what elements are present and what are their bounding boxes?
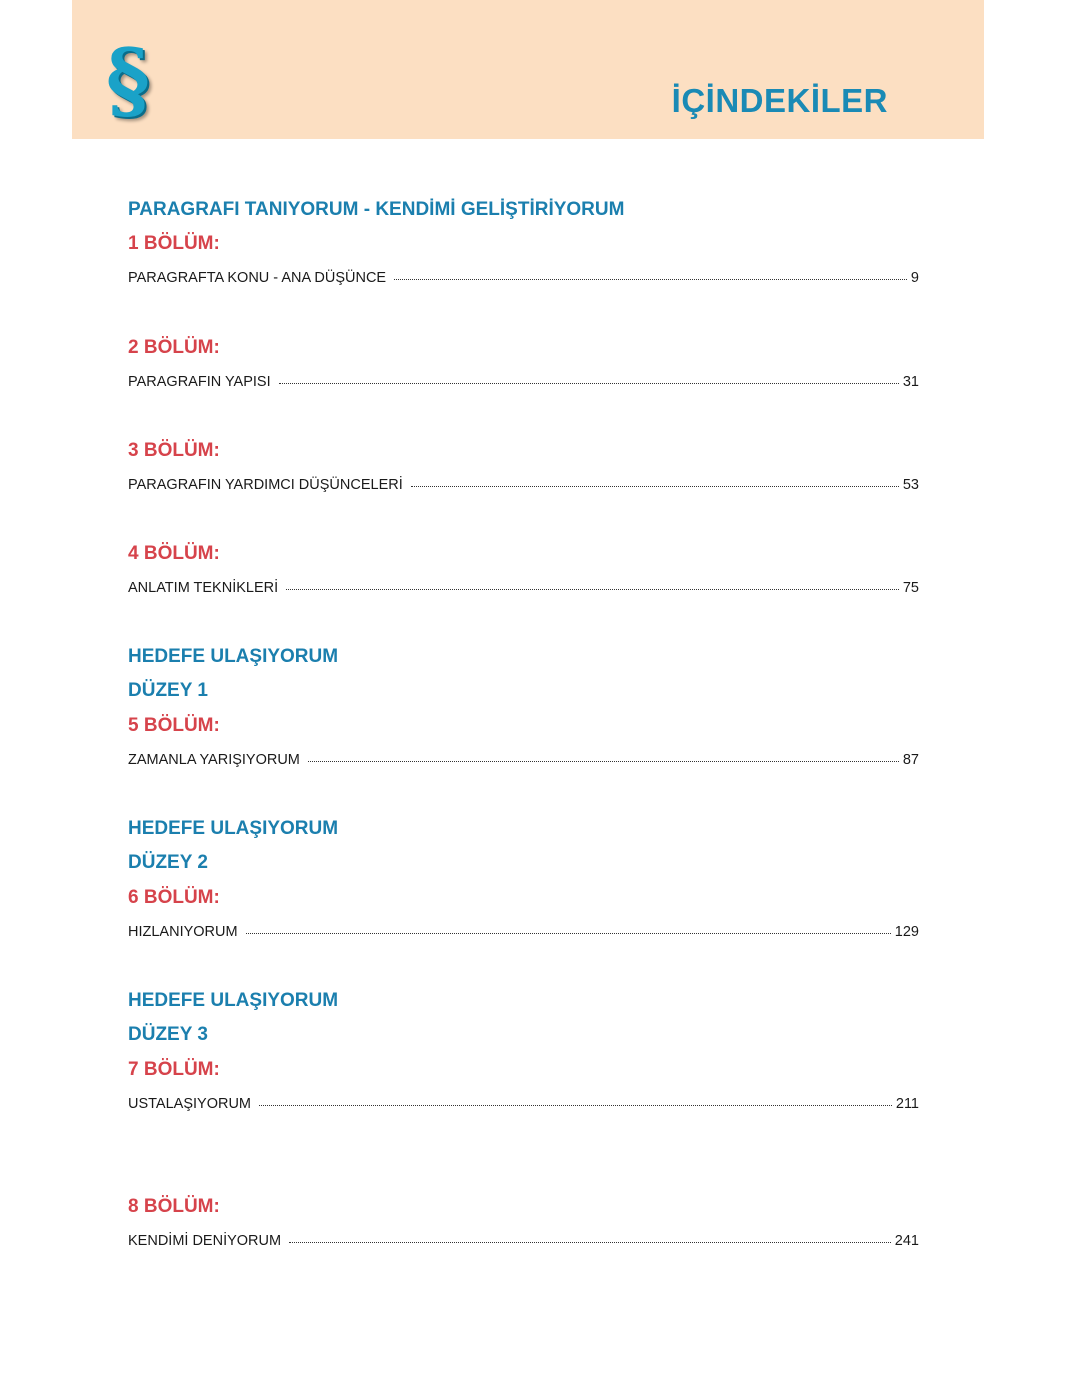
toc-entry-title: PARAGRAFTA KONU - ANA DÜŞÜNCE <box>128 270 387 286</box>
toc-entry[interactable] <box>128 753 919 768</box>
dot-leader <box>286 589 899 590</box>
toc-entry-page: 53 <box>902 477 919 493</box>
toc-entry-page: 31 <box>902 374 919 390</box>
toc-entry-title: USTALAŞIYORUM <box>128 1096 252 1112</box>
toc-entry[interactable] <box>128 375 919 390</box>
toc-entry[interactable] <box>128 925 919 940</box>
toc-entry-title: KENDİMİ DENİYORUM <box>128 1233 282 1249</box>
toc-entry-page: 9 <box>910 270 919 286</box>
dot-leader <box>279 383 899 384</box>
toc-entry-title: ZAMANLA YARIŞIYORUM <box>128 752 300 768</box>
dot-leader <box>394 279 907 280</box>
page-title: İÇİNDEKİLER <box>671 82 888 119</box>
part-heading: HEDEFE ULAŞIYORUM <box>128 818 339 839</box>
dot-leader <box>411 486 899 487</box>
toc-entry[interactable] <box>128 478 919 493</box>
toc-entry-page: 211 <box>895 1096 919 1112</box>
level-heading: DÜZEY 3 <box>128 1024 208 1045</box>
toc-entry[interactable] <box>128 1234 919 1249</box>
toc-entry-title: ANLATIM TEKNİKLERİ <box>128 580 279 596</box>
part-heading: PARAGRAFI TANIYORUM - KENDİMİ GELİŞTİRİYORUM <box>128 199 625 220</box>
part-heading: HEDEFE ULAŞIYORUM <box>128 646 339 667</box>
chapter-label: 2 BÖLÜM: <box>128 337 220 358</box>
chapter-label: 5 BÖLÜM: <box>128 715 220 736</box>
toc-entry-page: 129 <box>894 924 919 940</box>
part-heading: HEDEFE ULAŞIYORUM <box>128 990 339 1011</box>
toc-entry-page: 87 <box>902 752 919 768</box>
toc-entry[interactable] <box>128 1097 919 1112</box>
toc-entry-page: 241 <box>894 1233 919 1249</box>
chapter-label: 8 BÖLÜM: <box>128 1196 220 1217</box>
level-heading: DÜZEY 1 <box>128 680 208 701</box>
dot-leader <box>289 1242 891 1243</box>
chapter-label: 7 BÖLÜM: <box>128 1059 220 1080</box>
dot-leader <box>259 1105 892 1106</box>
level-heading: DÜZEY 2 <box>128 852 208 873</box>
toc-entry-title: PARAGRAFIN YAPISI <box>128 374 271 390</box>
chapter-label: 6 BÖLÜM: <box>128 887 220 908</box>
chapter-label: 4 BÖLÜM: <box>128 543 220 564</box>
toc-entry-title: HIZLANIYORUM <box>128 924 238 940</box>
dot-leader <box>246 933 891 934</box>
toc-entry[interactable] <box>128 581 919 596</box>
dot-leader <box>308 761 899 762</box>
chapter-label: 3 BÖLÜM: <box>128 440 220 461</box>
toc-entry-page: 75 <box>902 580 919 596</box>
toc-entry[interactable] <box>128 271 919 286</box>
toc-entry-title: PARAGRAFIN YARDIMCI DÜŞÜNCELERİ <box>128 477 403 493</box>
section-symbol-logo: § <box>106 30 150 129</box>
chapter-label: 1 BÖLÜM: <box>128 233 220 254</box>
